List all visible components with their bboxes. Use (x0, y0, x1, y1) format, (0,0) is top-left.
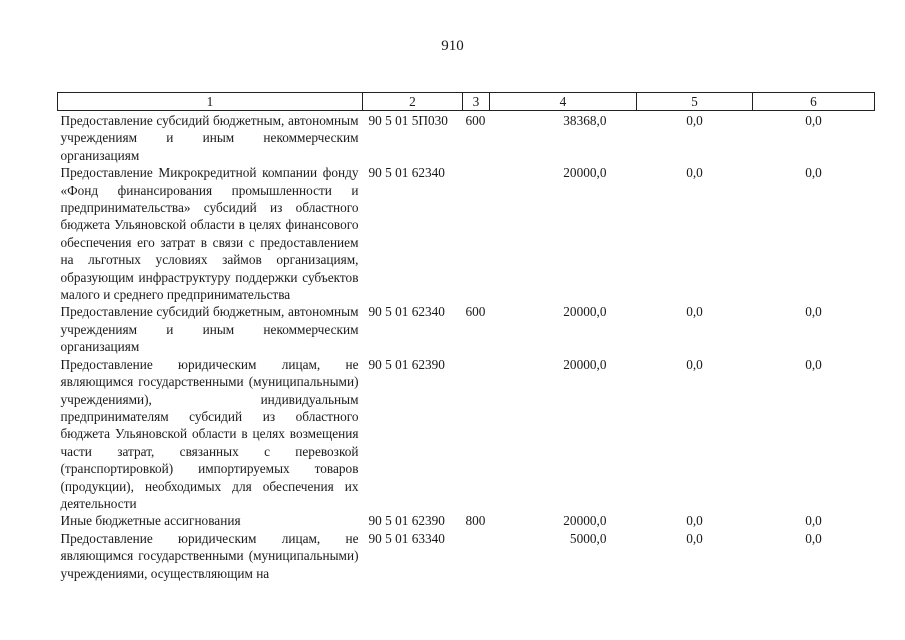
row-amount-col-5: 0,0 (686, 165, 703, 181)
row-amount-col-4: 20000,0 (563, 304, 607, 320)
row-description: Предоставление субсидий бюджетным, автономным учреждениям и иным некоммерческим организациям (60, 304, 359, 355)
header-row (58, 93, 875, 111)
table-row (58, 530, 875, 582)
row-target-code: 90 5 01 5П030 (368, 113, 448, 128)
table-body (58, 111, 875, 582)
row-amount-col-4: 20000,0 (563, 356, 607, 372)
row-expense-type: 600 (465, 113, 486, 128)
row-amount-col-5: 0,0 (686, 113, 703, 128)
row-amount-col-6: 0,0 (805, 513, 822, 529)
row-expense-type (463, 164, 490, 303)
row-target-code: 90 5 01 62340 (368, 165, 445, 181)
row-target-code: 90 5 01 62390 (368, 513, 445, 529)
row-target-code: 90 5 01 62390 (368, 356, 445, 372)
row-amount-col-5: 0,0 (686, 304, 703, 320)
table-row (58, 356, 875, 513)
header-col-1: 1 (58, 93, 363, 111)
row-amount-col-6: 0,0 (805, 165, 822, 181)
table-row (58, 111, 875, 165)
row-amount-col-6: 0,0 (805, 304, 822, 320)
budget-table (57, 92, 875, 582)
row-amount-col-6: 0,0 (805, 530, 822, 546)
row-amount-col-5: 0,0 (686, 513, 703, 529)
row-description: Предоставление Микрокредитной компании фонду «Фонд финансирования промышленности и предпринимательства» субсидий из областного бюджета Ульяновской области в целях финансового обеспечения его затрат в связи с предоставлением на льготных условиях займов организациям, образующим инфраструктуру поддержки субъектов малого и среднего предпринимательства (60, 165, 359, 303)
row-amount-col-6: 0,0 (805, 356, 822, 372)
row-amount-col-4: 38368,0 (563, 113, 607, 128)
row-description: Предоставление субсидий бюджетным, автономным учреждениям и иным некоммерческим организациям (60, 113, 359, 163)
header-col-4: 4 (490, 93, 637, 111)
row-target-code: 90 5 01 63340 (368, 530, 445, 546)
header-col-2: 2 (363, 93, 463, 111)
row-description: Предоставление юридическим лицам, не являющимся государственными (муниципальными) учреждениями, осуществляющим на (60, 530, 359, 581)
header-col-3: 3 (463, 93, 490, 111)
row-amount-col-6: 0,0 (805, 113, 822, 128)
row-expense-type (463, 530, 490, 582)
page-number: 910 (441, 38, 464, 54)
row-expense-type: 800 (465, 513, 486, 529)
header-col-5: 5 (637, 93, 753, 111)
row-expense-type (463, 356, 490, 513)
row-description: Предоставление юридическим лицам, не являющимся государственными (муниципальными) учреждениями), индивидуальным предпринимателям субсидий из областного бюджета Ульяновской области в целях возмещения части затрат, связанных с перевозкой (транспортировкой) импортируемых товаров (продукции), необходимых для обеспечения их деятельности (60, 356, 359, 511)
header-col-6: 6 (753, 93, 875, 111)
row-amount-col-5: 0,0 (686, 530, 703, 546)
row-expense-type: 600 (465, 304, 486, 320)
table-header (58, 93, 875, 111)
row-amount-col-4: 20000,0 (563, 165, 607, 181)
row-amount-col-4: 20000,0 (563, 513, 607, 529)
row-amount-col-5: 0,0 (686, 356, 703, 372)
table-row (58, 512, 875, 529)
table-row (58, 303, 875, 355)
row-amount-col-4: 5000,0 (569, 530, 607, 546)
row-description: Иные бюджетные ассигнования (60, 513, 241, 529)
row-target-code: 90 5 01 62340 (368, 304, 445, 320)
table-row (58, 164, 875, 303)
